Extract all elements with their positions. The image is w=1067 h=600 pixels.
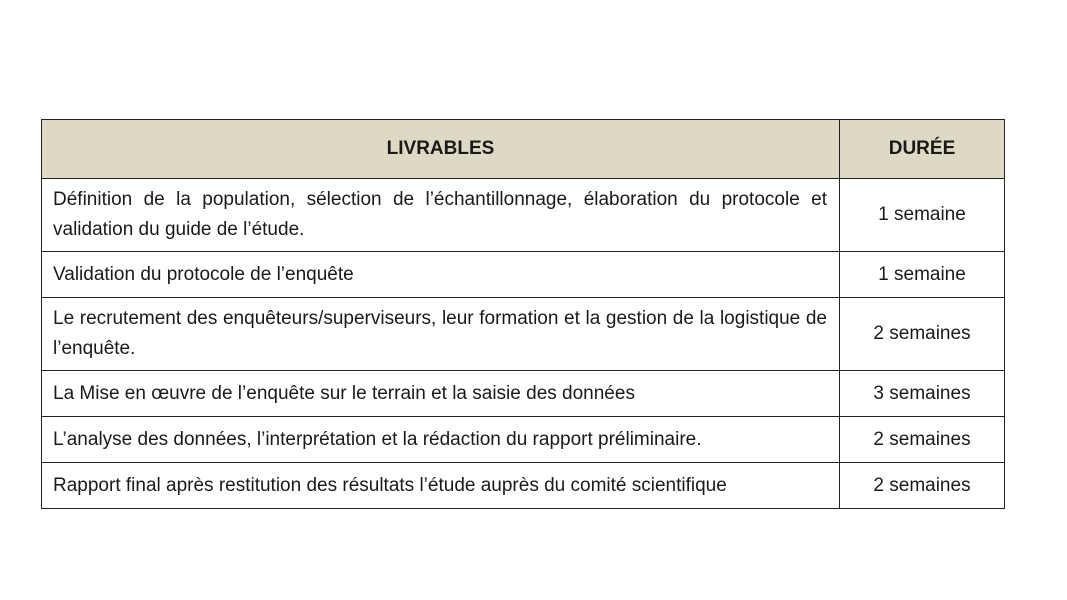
livrable-cell: Définition de la population, sélection de l’échantillonnage, élaboration du protocole et validation du guide de l’étude. — [42, 179, 840, 252]
header-row — [42, 120, 1005, 179]
livrable-cell: Validation du protocole de l’enquête — [42, 252, 840, 298]
header-duree: DURÉE — [840, 120, 1005, 179]
duree-cell: 2 semaines — [840, 417, 1005, 463]
table-row — [42, 179, 1005, 252]
livrable-cell: Rapport final après restitution des résultats l’étude auprès du comité scientifique — [42, 463, 840, 509]
duree-cell: 3 semaines — [840, 371, 1005, 417]
table-row — [42, 298, 1005, 371]
duree-cell: 1 semaine — [840, 252, 1005, 298]
header-livrables: LIVRABLES — [42, 120, 840, 179]
livrable-cell: La Mise en œuvre de l’enquête sur le terrain et la saisie des données — [42, 371, 840, 417]
deliverables-table — [41, 119, 1005, 509]
table-body — [42, 179, 1005, 509]
table-row — [42, 463, 1005, 509]
livrable-cell: L’analyse des données, l’interprétation et la rédaction du rapport préliminaire. — [42, 417, 840, 463]
duree-cell: 2 semaines — [840, 298, 1005, 371]
duree-cell: 1 semaine — [840, 179, 1005, 252]
livrable-cell: Le recrutement des enquêteurs/superviseurs, leur formation et la gestion de la logistique de l’enquête. — [42, 298, 840, 371]
table-row — [42, 252, 1005, 298]
duree-cell: 2 semaines — [840, 463, 1005, 509]
table-header — [42, 120, 1005, 179]
table-row — [42, 417, 1005, 463]
table-row — [42, 371, 1005, 417]
